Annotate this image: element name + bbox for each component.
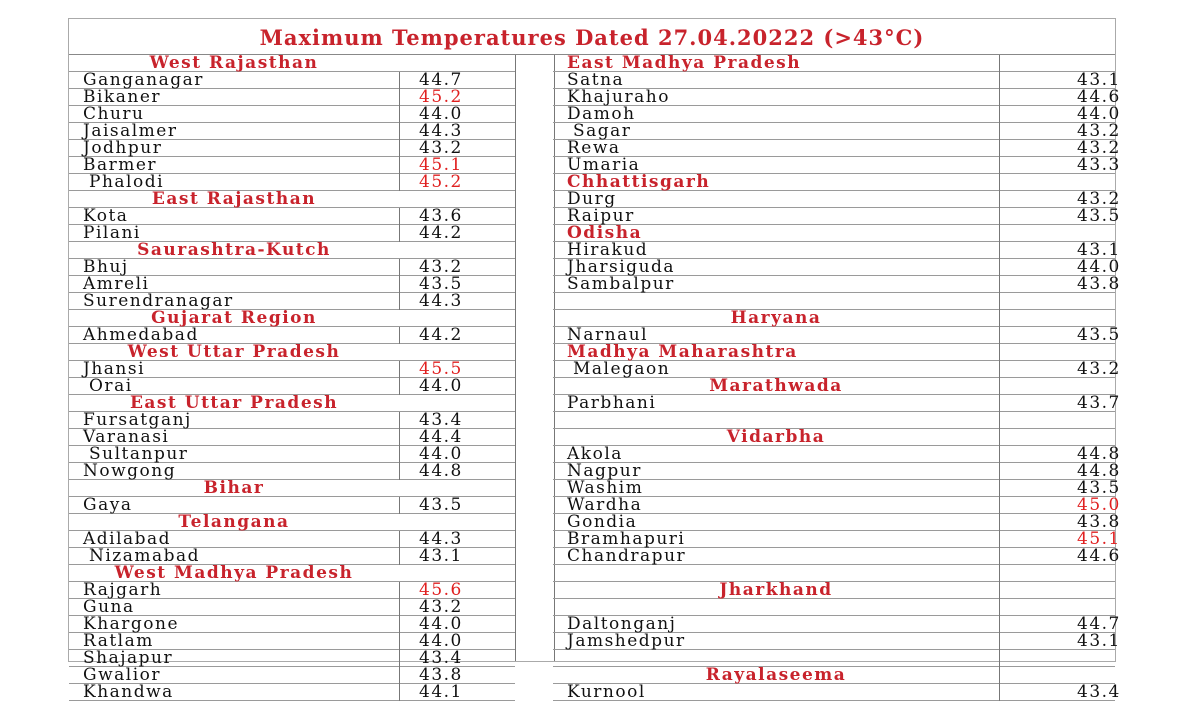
station-name: Rajgarh: [83, 580, 163, 600]
station-name: Fursatganj: [83, 410, 192, 430]
station-name: Jamshedpur: [567, 631, 686, 651]
left-column: [69, 55, 515, 701]
station-name: Barmer: [83, 155, 158, 175]
station-name: Ratlam: [83, 631, 154, 651]
max-temperature-value: 43.2: [419, 597, 463, 617]
station-name: Pilani: [83, 223, 141, 243]
max-temperature-value: 44.6: [1077, 87, 1121, 107]
station-row-nowgong: [69, 463, 515, 480]
max-temperature-value: 44.7: [1077, 614, 1121, 634]
max-temperature-value: 43.2: [1077, 138, 1121, 158]
max-temperature-value: 43.1: [1077, 70, 1121, 90]
cell-separator: [999, 327, 1000, 344]
station-name: Adilabad: [83, 529, 172, 549]
station-row-damoh: [553, 104, 1121, 124]
region-header-chhattisgarh: [553, 174, 1115, 191]
cell-separator: [999, 412, 1000, 429]
station-name: Amreli: [83, 274, 150, 294]
cell-separator: [999, 157, 1000, 174]
max-temperature-value: 44.6: [1077, 546, 1121, 566]
cell-separator: [999, 395, 1000, 412]
cell-separator: [999, 565, 1000, 582]
max-temperature-value: 43.5: [419, 274, 463, 294]
cell-separator: [999, 446, 1000, 463]
station-name: Parbhani: [567, 393, 657, 413]
station-name: Shajapur: [83, 648, 174, 668]
max-temperature-value: 45.6: [419, 580, 463, 600]
region-header-rayalaseema: [553, 667, 1115, 684]
region-header-label: East Uttar Pradesh: [129, 393, 339, 413]
max-temperature-value: 43.4: [1077, 682, 1121, 702]
region-header-label: West Rajasthan: [149, 53, 319, 73]
cell-separator: [399, 327, 400, 344]
station-name: Jodhpur: [83, 138, 163, 158]
station-row-sambalpur: [553, 274, 1121, 294]
station-name: Daltonganj: [567, 614, 677, 634]
station-row-sagar: [553, 121, 1121, 141]
region-header-label: Madhya Maharashtra: [567, 342, 798, 362]
cell-separator: [399, 616, 400, 633]
max-temperature-value: 45.5: [419, 359, 463, 379]
cell-separator: [399, 259, 400, 276]
cell-separator: [399, 582, 400, 599]
cell-separator: [999, 276, 1000, 293]
station-name: Rewa: [567, 138, 621, 158]
cell-separator: [999, 667, 1000, 684]
cell-separator: [999, 650, 1000, 667]
station-row-gwalior: [69, 667, 515, 684]
region-header-label: Rayalaseema: [705, 665, 847, 685]
cell-separator: [399, 650, 400, 667]
cell-separator: [399, 599, 400, 616]
station-name: Sultanpur: [89, 444, 189, 464]
temperature-table: [68, 18, 1121, 702]
station-row-wardha: [553, 495, 1121, 515]
cell-separator: [999, 123, 1000, 140]
region-header-label: West Madhya Pradesh: [114, 563, 354, 583]
station-row-kurnool: [553, 682, 1121, 702]
cell-separator: [399, 123, 400, 140]
station-name: Raipur: [567, 206, 635, 226]
station-name: Orai: [89, 376, 133, 396]
station-name: Damoh: [567, 104, 636, 124]
max-temperature-value: 43.5: [1077, 206, 1121, 226]
cell-separator: [999, 174, 1000, 191]
station-name: Narnaul: [567, 325, 649, 345]
cell-separator: [999, 191, 1000, 208]
max-temperature-value: 45.2: [419, 87, 463, 107]
station-name: Churu: [83, 104, 145, 124]
station-name: Durg: [567, 189, 617, 209]
cell-separator: [399, 174, 400, 191]
cell-separator: [999, 514, 1000, 531]
station-name: Surendranagar: [83, 291, 234, 311]
cell-separator: [399, 106, 400, 123]
cell-separator: [999, 225, 1000, 242]
cell-separator: [399, 276, 400, 293]
station-name: Nowgong: [83, 461, 177, 481]
max-temperature-value: 43.3: [1077, 155, 1121, 175]
max-temperature-value: 43.2: [1077, 189, 1121, 209]
max-temperature-value: 43.8: [1077, 512, 1121, 532]
cell-separator: [999, 293, 1000, 310]
max-temperature-value: 43.1: [1077, 631, 1121, 651]
station-row-parbhani: [553, 393, 1121, 413]
station-name: Gaya: [83, 495, 133, 515]
cell-separator: [399, 225, 400, 242]
region-header-label: Marathwada: [709, 376, 843, 396]
max-temperature-value: 44.2: [419, 223, 463, 243]
max-temperature-value: 44.0: [1077, 104, 1121, 124]
max-temperature-value: 44.3: [419, 291, 463, 311]
max-temperature-value: 45.2: [419, 172, 463, 192]
max-temperature-value: 43.2: [1077, 359, 1121, 379]
max-temperature-value: 45.0: [1077, 495, 1121, 515]
cell-separator: [399, 157, 400, 174]
cell-separator: [999, 378, 1000, 395]
station-name: Ganganagar: [83, 70, 204, 90]
region-header-label: Haryana: [730, 308, 822, 328]
station-name: Bhuj: [83, 257, 129, 277]
station-row-chandrapur: [553, 546, 1121, 566]
max-temperature-value: 43.4: [419, 410, 463, 430]
station-name: Nizamabad: [89, 546, 201, 566]
station-name: Nagpur: [567, 461, 642, 481]
station-name: Khargone: [83, 614, 180, 634]
max-temperature-value: 44.0: [419, 614, 463, 634]
station-name: Phalodi: [89, 172, 165, 192]
region-header-label: Jharkhand: [719, 580, 833, 600]
station-name: Sambalpur: [567, 274, 675, 294]
max-temperature-value: 43.2: [1077, 121, 1121, 141]
max-temperature-value: 43.5: [419, 495, 463, 515]
max-temperature-value: 44.8: [419, 461, 463, 481]
cell-separator: [999, 72, 1000, 89]
region-header-label: East Rajasthan: [151, 189, 317, 209]
station-name: Jhansi: [83, 359, 146, 379]
region-header-label: Saurashtra-Kutch: [137, 240, 331, 260]
station-row-khajuraho: [553, 87, 1121, 107]
station-name: Wardha: [567, 495, 643, 515]
station-row-jamshedpur: [553, 631, 1121, 651]
cell-separator: [399, 531, 400, 548]
station-name: Umaria: [567, 155, 641, 175]
cell-separator: [999, 208, 1000, 225]
region-header-label: Vidarbha: [726, 427, 826, 447]
max-temperature-value: 44.0: [1077, 257, 1121, 277]
station-name: Sagar: [573, 121, 632, 141]
cell-separator: [999, 616, 1000, 633]
station-name: Bramhapuri: [567, 529, 686, 549]
cell-separator: [999, 463, 1000, 480]
region-header-label: Gujarat Region: [151, 308, 317, 328]
max-temperature-value: 43.2: [419, 257, 463, 277]
station-row-gaya: [69, 497, 515, 514]
cell-separator: [399, 378, 400, 395]
max-temperature-value: 43.6: [419, 206, 463, 226]
station-row-durg: [553, 189, 1121, 209]
cell-separator: [999, 259, 1000, 276]
max-temperature-value: 44.3: [419, 121, 463, 141]
station-name: Ahmedabad: [83, 325, 199, 345]
station-name: Malegaon: [573, 359, 671, 379]
station-name: Jharsiguda: [567, 257, 676, 277]
max-temperature-value: 44.0: [419, 631, 463, 651]
cell-separator: [399, 429, 400, 446]
cell-separator: [999, 242, 1000, 259]
cell-separator: [999, 582, 1000, 599]
cell-separator: [999, 497, 1000, 514]
cell-separator: [399, 633, 400, 650]
max-temperature-value: 43.5: [1077, 325, 1121, 345]
region-header-label: West Uttar Pradesh: [127, 342, 341, 362]
station-name: Washim: [567, 478, 644, 498]
max-temperature-value: 44.8: [1077, 461, 1121, 481]
cell-separator: [399, 667, 400, 684]
cell-separator: [999, 140, 1000, 157]
right-column: [553, 53, 1121, 702]
station-name: Gondia: [567, 512, 638, 532]
column-gutter: [515, 55, 555, 661]
max-temperature-value: 44.2: [419, 325, 463, 345]
cell-separator: [999, 106, 1000, 123]
max-temperature-value: 44.0: [419, 104, 463, 124]
max-temperature-value: 43.5: [1077, 478, 1121, 498]
cell-separator: [399, 293, 400, 310]
max-temperature-value: 44.4: [419, 427, 463, 447]
max-temperature-value: 45.1: [419, 155, 463, 175]
cell-separator: [399, 208, 400, 225]
max-temperature-value: 44.0: [419, 376, 463, 396]
region-header-jharkhand: [553, 582, 1115, 599]
cell-separator: [999, 684, 1000, 701]
region-header-label: Bihar: [203, 478, 265, 498]
station-name: Kurnool: [567, 682, 646, 702]
cell-separator: [399, 463, 400, 480]
cell-separator: [399, 497, 400, 514]
table-title: Maximum Temperatures Dated 27.04.20222 (>43°C): [259, 25, 925, 50]
cell-separator: [999, 89, 1000, 106]
max-temperature-value: 45.1: [1077, 529, 1121, 549]
cell-separator: [399, 140, 400, 157]
cell-separator: [999, 429, 1000, 446]
station-name: Khandwa: [83, 682, 174, 702]
cell-separator: [399, 361, 400, 378]
cell-separator: [399, 446, 400, 463]
cell-separator: [999, 633, 1000, 650]
station-name: Satna: [567, 70, 625, 90]
cell-separator: [999, 531, 1000, 548]
cell-separator: [399, 72, 400, 89]
region-header-label: Telangana: [178, 512, 290, 532]
station-row-khandwa: [69, 684, 515, 701]
blank-row: [553, 565, 1115, 582]
max-temperature-value: 44.1: [419, 682, 463, 702]
station-name: Kota: [83, 206, 129, 226]
station-name: Varanasi: [83, 427, 170, 447]
max-temperature-value: 44.7: [419, 70, 463, 90]
cell-separator: [999, 599, 1000, 616]
max-temperature-value: 43.1: [419, 546, 463, 566]
station-name: Chandrapur: [567, 546, 687, 566]
region-header-east-madhya-pradesh: [553, 55, 1115, 72]
cell-separator: [399, 412, 400, 429]
max-temperature-value: 44.8: [1077, 444, 1121, 464]
cell-separator: [999, 480, 1000, 497]
max-temperature-value: 43.7: [1077, 393, 1121, 413]
cell-separator: [399, 89, 400, 106]
cell-separator: [999, 310, 1000, 327]
region-header-label: East Madhya Pradesh: [567, 53, 802, 73]
station-name: Bikaner: [83, 87, 162, 107]
cell-separator: [999, 548, 1000, 565]
station-name: Gwalior: [83, 665, 162, 685]
max-temperature-value: 43.4: [419, 648, 463, 668]
station-name: Hirakud: [567, 240, 649, 260]
station-name: Jaisalmer: [83, 121, 178, 141]
region-header-label: Odisha: [567, 223, 643, 243]
cell-separator: [399, 684, 400, 701]
max-temperature-value: 44.0: [419, 444, 463, 464]
max-temperature-value: 44.3: [419, 529, 463, 549]
max-temperature-value: 43.2: [419, 138, 463, 158]
station-name: Akola: [567, 444, 623, 464]
max-temperature-value: 43.8: [419, 665, 463, 685]
cell-separator: [999, 55, 1000, 72]
region-header-label: Chhattisgarh: [567, 172, 711, 192]
station-name: Guna: [83, 597, 135, 617]
station-name: Khajuraho: [567, 87, 670, 107]
region-header-vidarbha: [553, 429, 1115, 446]
cell-separator: [999, 361, 1000, 378]
cell-separator: [999, 344, 1000, 361]
cell-separator: [399, 548, 400, 565]
max-temperature-value: 43.8: [1077, 274, 1121, 294]
max-temperature-value: 43.1: [1077, 240, 1121, 260]
blank-row: [553, 293, 1115, 310]
blank-row: [553, 412, 1115, 429]
